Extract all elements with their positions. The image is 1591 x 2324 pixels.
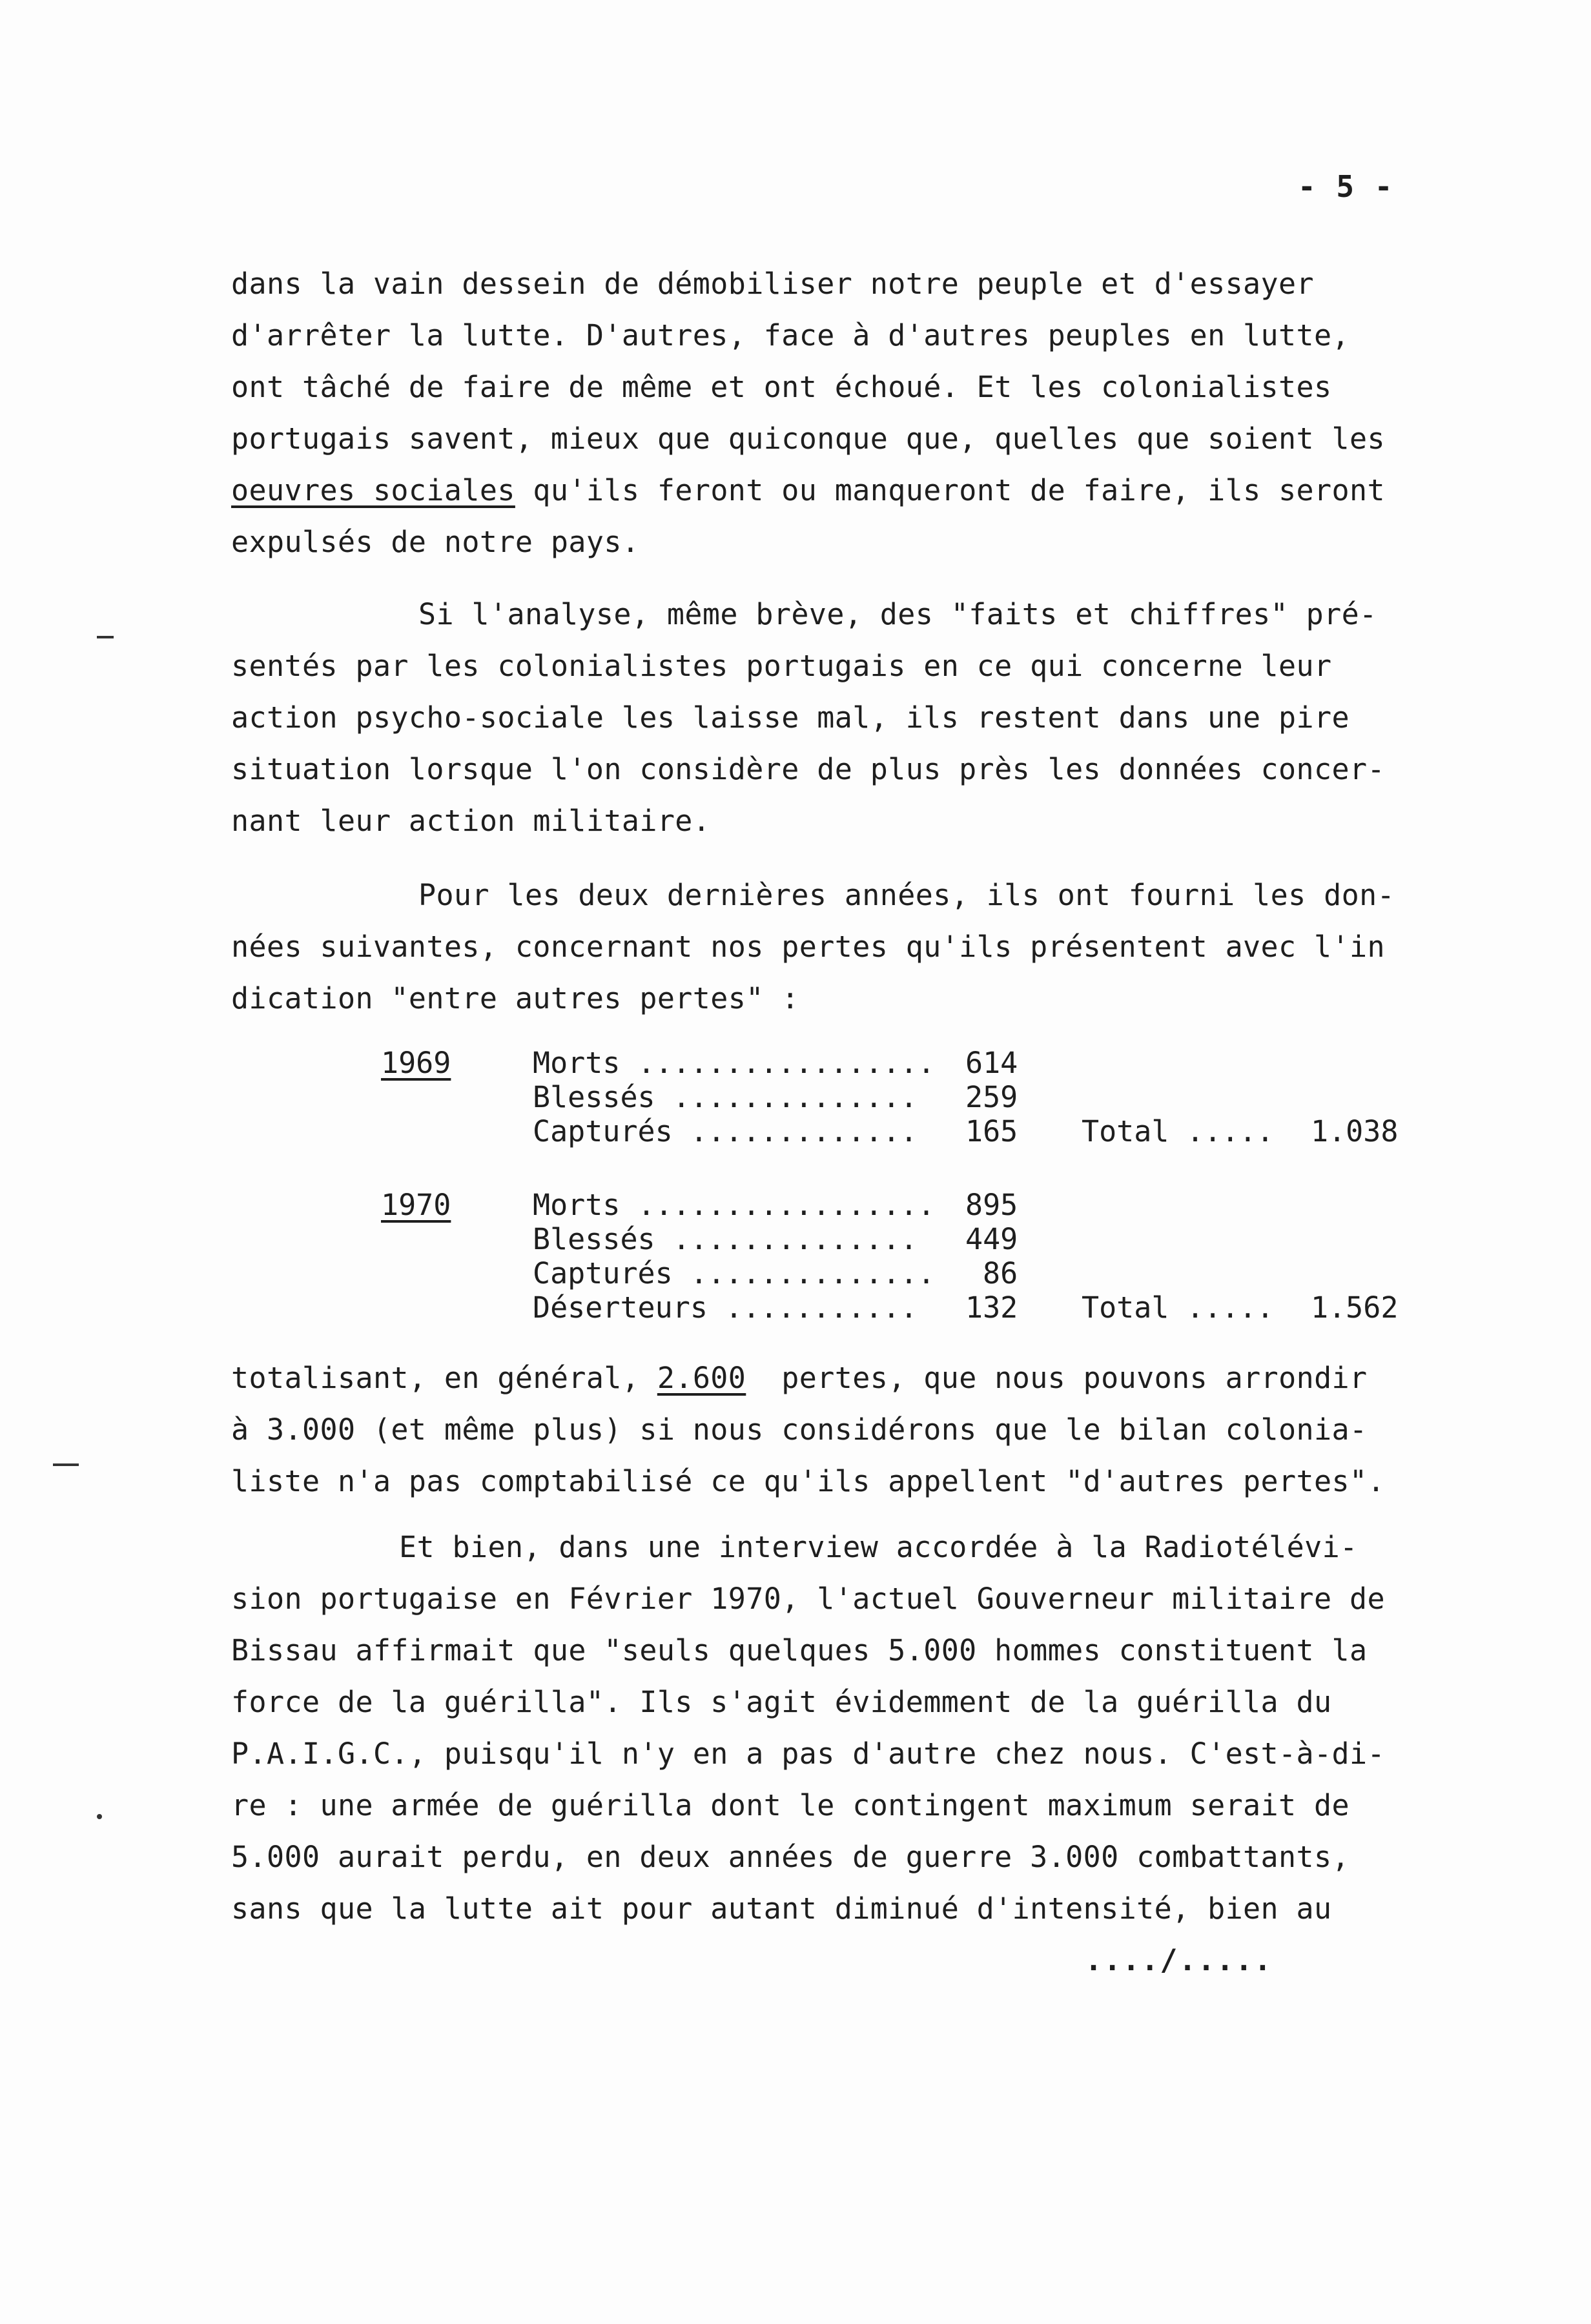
loss-value: 895 xyxy=(965,1188,1018,1222)
underlined-number: 2.600 xyxy=(657,1361,746,1395)
year-label: 1970 xyxy=(381,1188,451,1222)
total-label: Total ..... xyxy=(1082,1290,1275,1325)
loss-row xyxy=(533,1256,935,1290)
loss-row xyxy=(533,1188,935,1222)
text-fragment: totalisant, en général, xyxy=(231,1361,640,1395)
loss-label: Déserteurs ........... xyxy=(533,1290,918,1325)
text-line-with-underline xyxy=(231,1352,1458,1404)
loss-row xyxy=(533,1046,935,1080)
text-line: 5.000 aurait perdu, en deux années de guerre 3.000 combattants, xyxy=(231,1840,1350,1874)
continuation-mark: ..../..... xyxy=(1085,1943,1273,1977)
loss-row xyxy=(533,1222,918,1256)
paragraph-1 xyxy=(231,258,1458,568)
text-line: sion portugaise en Février 1970, l'actuel Gouverneur militaire de xyxy=(231,1582,1385,1616)
paragraph-2 xyxy=(231,589,1458,847)
text-line: dans la vain dessein de démobiliser notre peuple et d'essayer xyxy=(231,267,1315,301)
text-fragment: pertes, que nous pouvons arrondir xyxy=(781,1361,1368,1395)
text-line: P.A.I.G.C., puisqu'il n'y en a pas d'autre chez nous. C'est-à-di- xyxy=(231,1737,1385,1771)
text-line: situation lorsque l'on considère de plus près les données concer- xyxy=(231,752,1385,786)
margin-mark xyxy=(97,636,114,638)
text-line: Pour les deux dernières années, ils ont fourni les don- xyxy=(418,878,1395,912)
text-fragment: qu'ils feront ou manqueront de faire, ils seront xyxy=(533,473,1386,507)
loss-label: Capturés .............. xyxy=(533,1256,936,1290)
text-line: sans que la lutte ait pour autant diminué d'intensité, bien au xyxy=(231,1891,1332,1926)
text-line: expulsés de notre pays. xyxy=(231,525,640,559)
text-line-with-underline xyxy=(231,465,1458,516)
loss-value: 165 xyxy=(965,1114,1018,1148)
loss-value: 449 xyxy=(965,1222,1018,1256)
paragraph-4 xyxy=(231,1352,1458,1507)
loss-row xyxy=(533,1080,918,1114)
total-value: 1.038 xyxy=(1311,1114,1399,1148)
text-line: d'arrêter la lutte. D'autres, face à d'autres peuples en lutte, xyxy=(231,318,1350,352)
text-line: Et bien, dans une interview accordée à la Radiotélévi- xyxy=(399,1530,1358,1564)
loss-label: Capturés ............. xyxy=(533,1114,918,1148)
loss-value: 259 xyxy=(965,1080,1018,1114)
loss-value: 132 xyxy=(965,1290,1018,1325)
year-label: 1969 xyxy=(381,1046,451,1080)
margin-mark xyxy=(97,1814,102,1819)
text-line: action psycho-sociale les laisse mal, ils restent dans une pire xyxy=(231,700,1350,735)
text-line: à 3.000 (et même plus) si nous considérons que le bilan colonia- xyxy=(231,1412,1368,1447)
text-line: Bissau affirmait que "seuls quelques 5.000 hommes constituent la xyxy=(231,1633,1368,1667)
total-label: Total ..... xyxy=(1082,1114,1275,1148)
loss-row xyxy=(533,1290,918,1325)
loss-label: Morts ................. xyxy=(533,1046,936,1080)
underlined-phrase: oeuvres sociales xyxy=(231,473,515,507)
margin-mark xyxy=(53,1463,79,1466)
text-line: dication "entre autres pertes" : xyxy=(231,981,799,1015)
loss-label: Morts ................. xyxy=(533,1188,936,1222)
loss-value: 86 xyxy=(983,1256,1018,1290)
text-line: Si l'analyse, même brève, des "faits et chiffres" pré- xyxy=(418,597,1377,631)
total-value: 1.562 xyxy=(1311,1290,1399,1325)
loss-value: 614 xyxy=(965,1046,1018,1080)
loss-label: Blessés .............. xyxy=(533,1080,918,1114)
text-line: ont tâché de faire de même et ont échoué. Et les colonialistes xyxy=(231,370,1332,404)
text-line: nées suivantes, concernant nos pertes qu'ils présentent avec l'in xyxy=(231,930,1385,964)
text-line: nant leur action militaire. xyxy=(231,804,711,838)
text-line: liste n'a pas comptabilisé ce qu'ils appellent "d'autres pertes". xyxy=(231,1464,1385,1498)
text-line: force de la guérilla". Ils s'agit évidemment de la guérilla du xyxy=(231,1685,1332,1719)
text-line: portugais savent, mieux que quiconque que, quelles que soient les xyxy=(231,422,1385,456)
paragraph-3 xyxy=(231,870,1458,1024)
text-line: sentés par les colonialistes portugais en ce qui concerne leur xyxy=(231,649,1332,683)
loss-label: Blessés .............. xyxy=(533,1222,918,1256)
page-number: - 5 - xyxy=(1298,169,1394,204)
paragraph-5 xyxy=(231,1522,1458,1935)
text-line: re : une armée de guérilla dont le contingent maximum serait de xyxy=(231,1788,1350,1822)
loss-row xyxy=(533,1114,918,1148)
